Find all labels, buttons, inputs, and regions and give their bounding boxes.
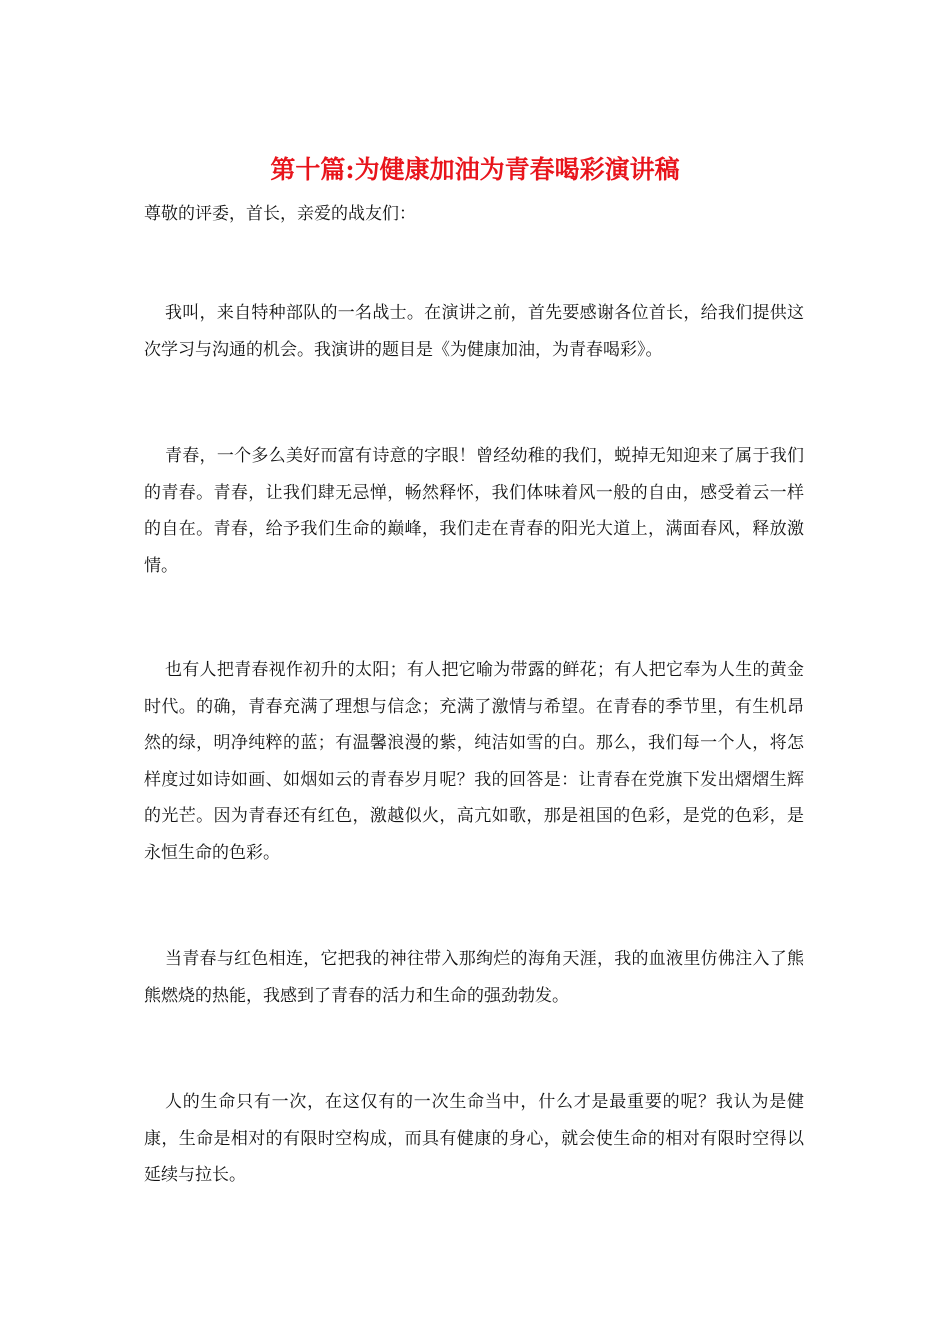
paragraph-5: 人的生命只有一次，在这仅有的一次生命当中，什么才是最重要的呢？我认为是健康，生命是相对的有限时空构成，而具有健康的身心，就会使生命的相对有限时空得以延续与拉长。: [144, 1092, 804, 1185]
salutation: 尊敬的评委，首长，亲爱的战友们：: [144, 204, 416, 224]
paragraph-4: 当青春与红色相连，它把我的神往带入那绚烂的海角天涯，我的血液里仿佛注入了熊熊燃烧的热能，我感到了青春的活力和生命的强劲勃发。: [144, 949, 804, 1006]
paragraph-2: 青春，一个多么美好而富有诗意的字眼！曾经幼稚的我们，蜕掉无知迎来了属于我们的青春。青春，让我们肆无忌惮，畅然释怀，我们体味着风一般的自由，感受着云一样的自在。青春，给予我们生命的巅峰，我们走在青春的阳光大道上，满面春风，释放激情。: [144, 446, 804, 576]
paragraph-1: 我叫，来自特种部队的一名战士。在演讲之前，首先要感谢各位首长，给我们提供这次学习与沟通的机会。我演讲的题目是《为健康加油，为青春喝彩》。: [144, 303, 804, 360]
document-title: 第十篇:为健康加油为青春喝彩演讲稿: [270, 155, 680, 184]
paragraph-3: 也有人把青春视作初升的太阳；有人把它喻为带露的鲜花；有人把它奉为人生的黄金时代。的确，青春充满了理想与信念；充满了激情与希望。在青春的季节里，有生机昂然的绿，明净纯粹的蓝；有温馨浪漫的紫，纯洁如雪的白。那么，我们每一个人，将怎样度过如诗如画、如烟如云的青春岁月呢？我的回答是：让青春在党旗下发出熠熠生辉的光芒。因为青春还有红色，激越似火，高亢如歌，那是祖国的色彩，是党的色彩，是永恒生命的色彩。: [144, 660, 804, 863]
